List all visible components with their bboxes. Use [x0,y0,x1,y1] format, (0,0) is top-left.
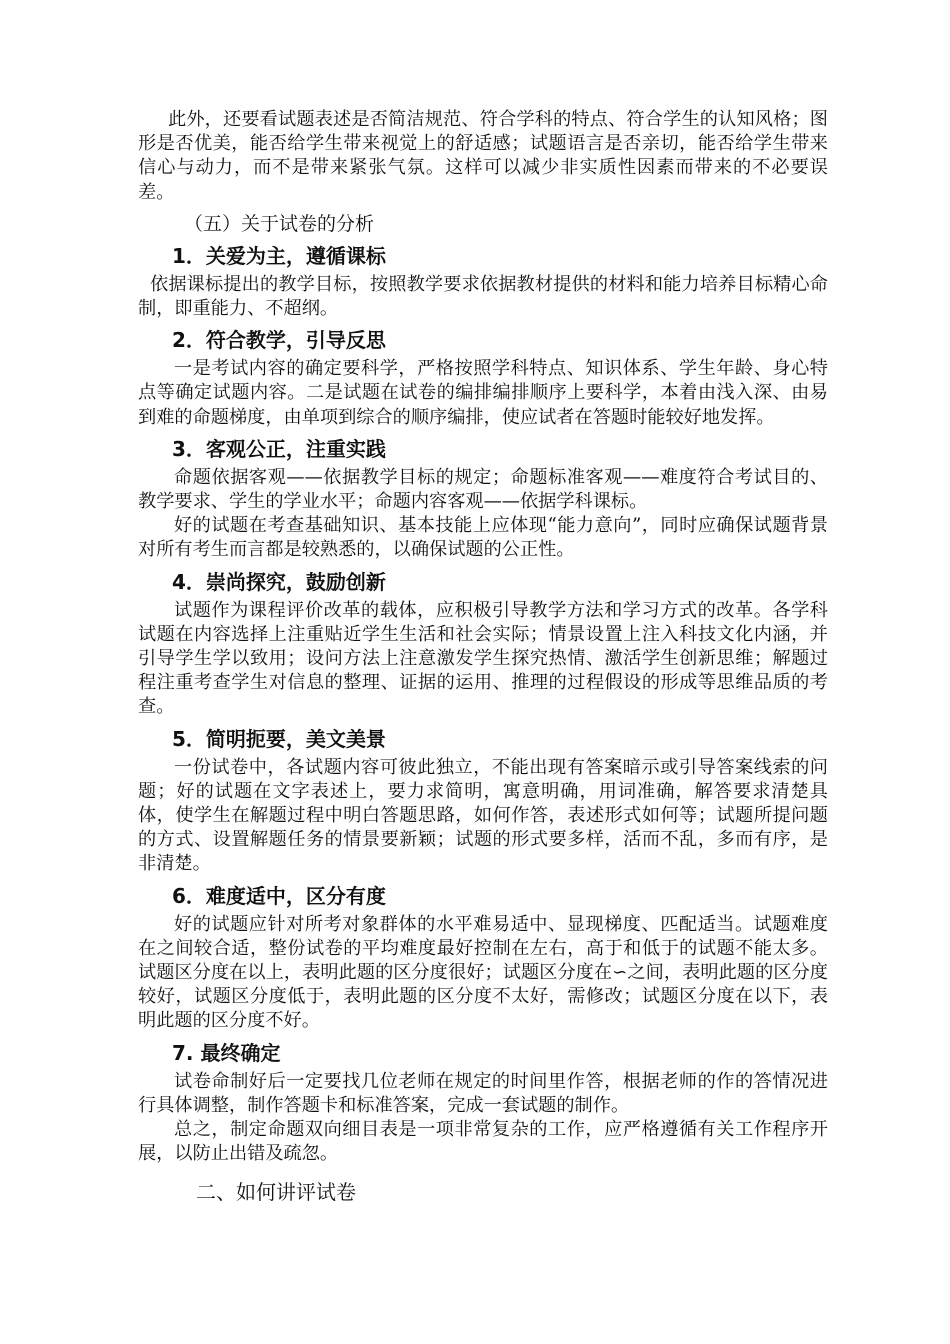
item-7-paragraph-2: 总之，制定命题双向细目表是一项非常复杂的工作，应严格遵循有关工作程序开展，以防止出错及疏忽。 [138,1119,828,1165]
item-7-paragraph-1: 试卷命制好后一定要找几位老师在规定的时间里作答，根据老师的作的答情况进行具体调整，制作答题卡和标准答案，完成一套试题的制作。 [138,1070,828,1116]
item-5-paragraph-1: 一份试卷中，各试题内容可彼此独立，不能出现有答案暗示或引导答案线索的问题；好的试题在文字表述上，要力求简明，寓意明确，用词准确，解答要求清楚具体，使学生在解题过程中明白答题思路，如何作答，表述形式如何等；试题所提问题的方式、设置解题任务的情景要新颖；试题的形式要多样，活而不乱，多而有序，是非清楚。 [138,756,828,875]
item-heading-5: 5．简明扼要，美文美景 [172,726,386,751]
item-heading-2: 2．符合教学，引导反思 [172,328,386,353]
item-heading-7: 7. 最终确定 [172,1040,281,1065]
item-2-paragraph-1: 一是考试内容的确定要科学，严格按照学科特点、知识体系、学生年龄、身心特点等确定试题内容。二是试题在试卷的编排编排顺序上要科学，本着由浅入深、由易到难的命题梯度，由单项到综合的顺序编排，使应试者在答题时能较好地发挥。 [138,358,828,428]
item-3-paragraph-2: 好的试题在考查基础知识、基本技能上应体现“能力意向”，同时应确保试题背景对所有考生而言都是较熟悉的，以确保试题的公正性。 [138,515,828,561]
document-body [138,108,828,1167]
section-2-title: 二、如何讲评试卷 [196,1180,356,1204]
item-heading-3: 3．客观公正，注重实践 [172,436,386,461]
item-heading-6: 6．难度适中，区分有度 [172,883,386,908]
item-3-paragraph-1: 命题依据客观——依据教学目标的规定；命题标准客观——难度符合考试目的、教学要求、学生的学业水平；命题内容客观——依据学科课标。 [138,466,828,513]
item-4-paragraph-1: 试题作为课程评价改革的载体，应积极引导教学方法和学习方式的改革。各学科试题在内容选择上注重贴近学生生活和社会实际；情景设置上注入科技文化内涵，并引导学生学以致用；设问方法上注意激发学生探究热情、激活学生创新思维；解题过程注重考查学生对信息的整理、证据的运用、推理的过程假设的形成等思维品质的考查。 [138,599,828,718]
intro-paragraph: 此外，还要看试题表述是否简洁规范、符合学科的特点、符合学生的认知风格；图形是否优美，能否给学生带来视觉上的舒适感；试题语言是否亲切，能否给学生带来信心与动力，而不是带来紧张气氛。这样可以减少非实质性因素而带来的不必要误差。 [138,109,828,203]
subsection-title: （五）关于试卷的分析 [184,212,375,235]
item-heading-4: 4．崇尚探究，鼓励创新 [172,569,386,594]
item-heading-1: 1．关爱为主，遵循课标 [172,243,386,268]
item-1-paragraph-1: 依据课标提出的教学目标，按照教学要求依据教材提供的材料和能力培养目标精心命制，即重能力、不超纲。 [138,273,828,320]
item-6-paragraph-1: 好的试题应针对所考对象群体的水平难易适中、显现梯度、匹配适当。试题难度在之间较合适，整份试卷的平均难度最好控制在左右，高于和低于的试题不能太多。试题区分度在以上，表明此题的区分度很好；试题区分度在∽之间，表明此题的区分度较好，试题区分度低于，表明此题的区分度不太好，需修改；试题区分度在以下，表明此题的区分度不好。 [138,913,828,1032]
